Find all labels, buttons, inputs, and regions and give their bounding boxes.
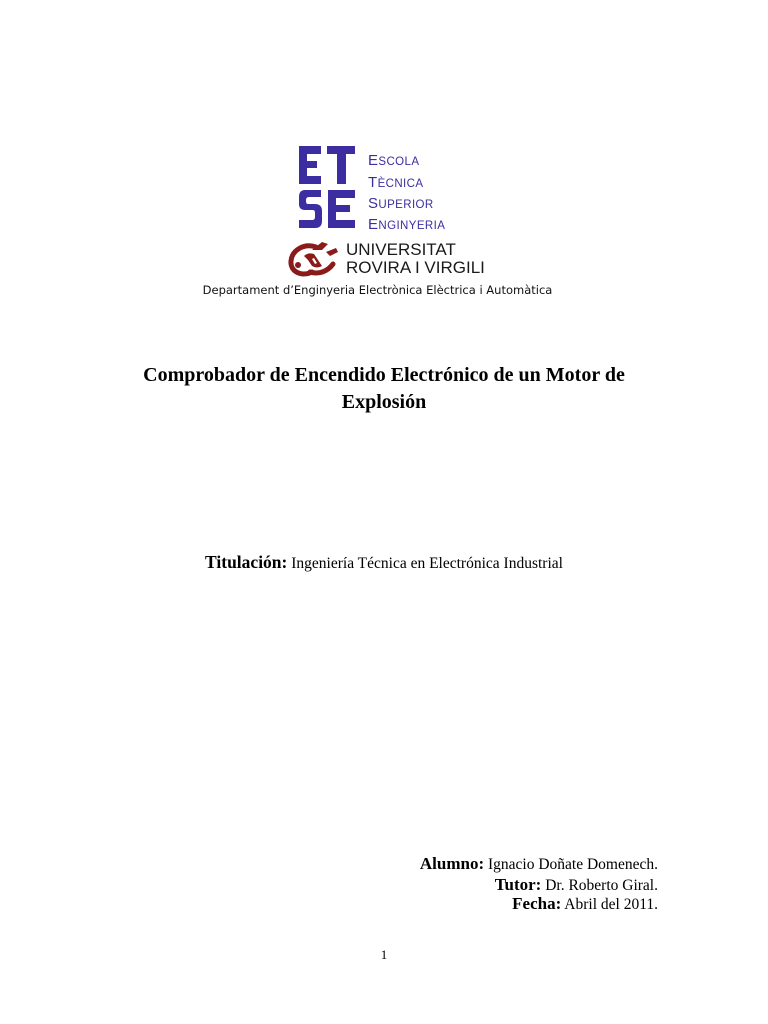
student-line: [420, 853, 658, 876]
etse-word-superior: SUPERIOR: [368, 195, 434, 212]
etse-logo: [297, 144, 477, 232]
date-line: [512, 893, 658, 916]
etse-word-enginyeria: ENGINYERIA: [368, 218, 446, 232]
urv-name-line-2: ROVIRA I VIRGILI: [346, 258, 485, 277]
student-label: Alumno:: [419, 854, 485, 873]
date-value: Abril del 2011.: [561, 896, 658, 913]
document-title: [0, 362, 768, 416]
degree-line: [0, 552, 768, 573]
degree-value: Ingeniería Técnica en Electrónica Industrial: [287, 555, 563, 572]
urv-emblem-icon: [286, 238, 342, 278]
urv-name-line-1: UNIVERSITAT: [346, 240, 456, 259]
tutor-name: Dr. Roberto Giral.: [541, 877, 658, 894]
etse-mark-icon: [297, 144, 359, 232]
tutor-label: Tutor:: [494, 875, 542, 894]
etse-word-tecnica: TÈCNICA: [368, 174, 424, 191]
page-number: 1: [380, 947, 388, 962]
department-name: Departament d’Enginyeria Electrònica Elèctrica i Automàtica: [202, 283, 553, 297]
student-name: Ignacio Doñate Domenech.: [484, 856, 658, 873]
urv-logo: [286, 238, 486, 280]
date-label: Fecha:: [512, 894, 562, 913]
title-line-2: Explosión: [341, 391, 427, 413]
title-line-1: Comprobador de Encendido Electrónico de un Motor de: [143, 364, 625, 386]
etse-word-escola: ESCOLA: [368, 152, 420, 169]
degree-label: Titulación:: [205, 552, 288, 572]
